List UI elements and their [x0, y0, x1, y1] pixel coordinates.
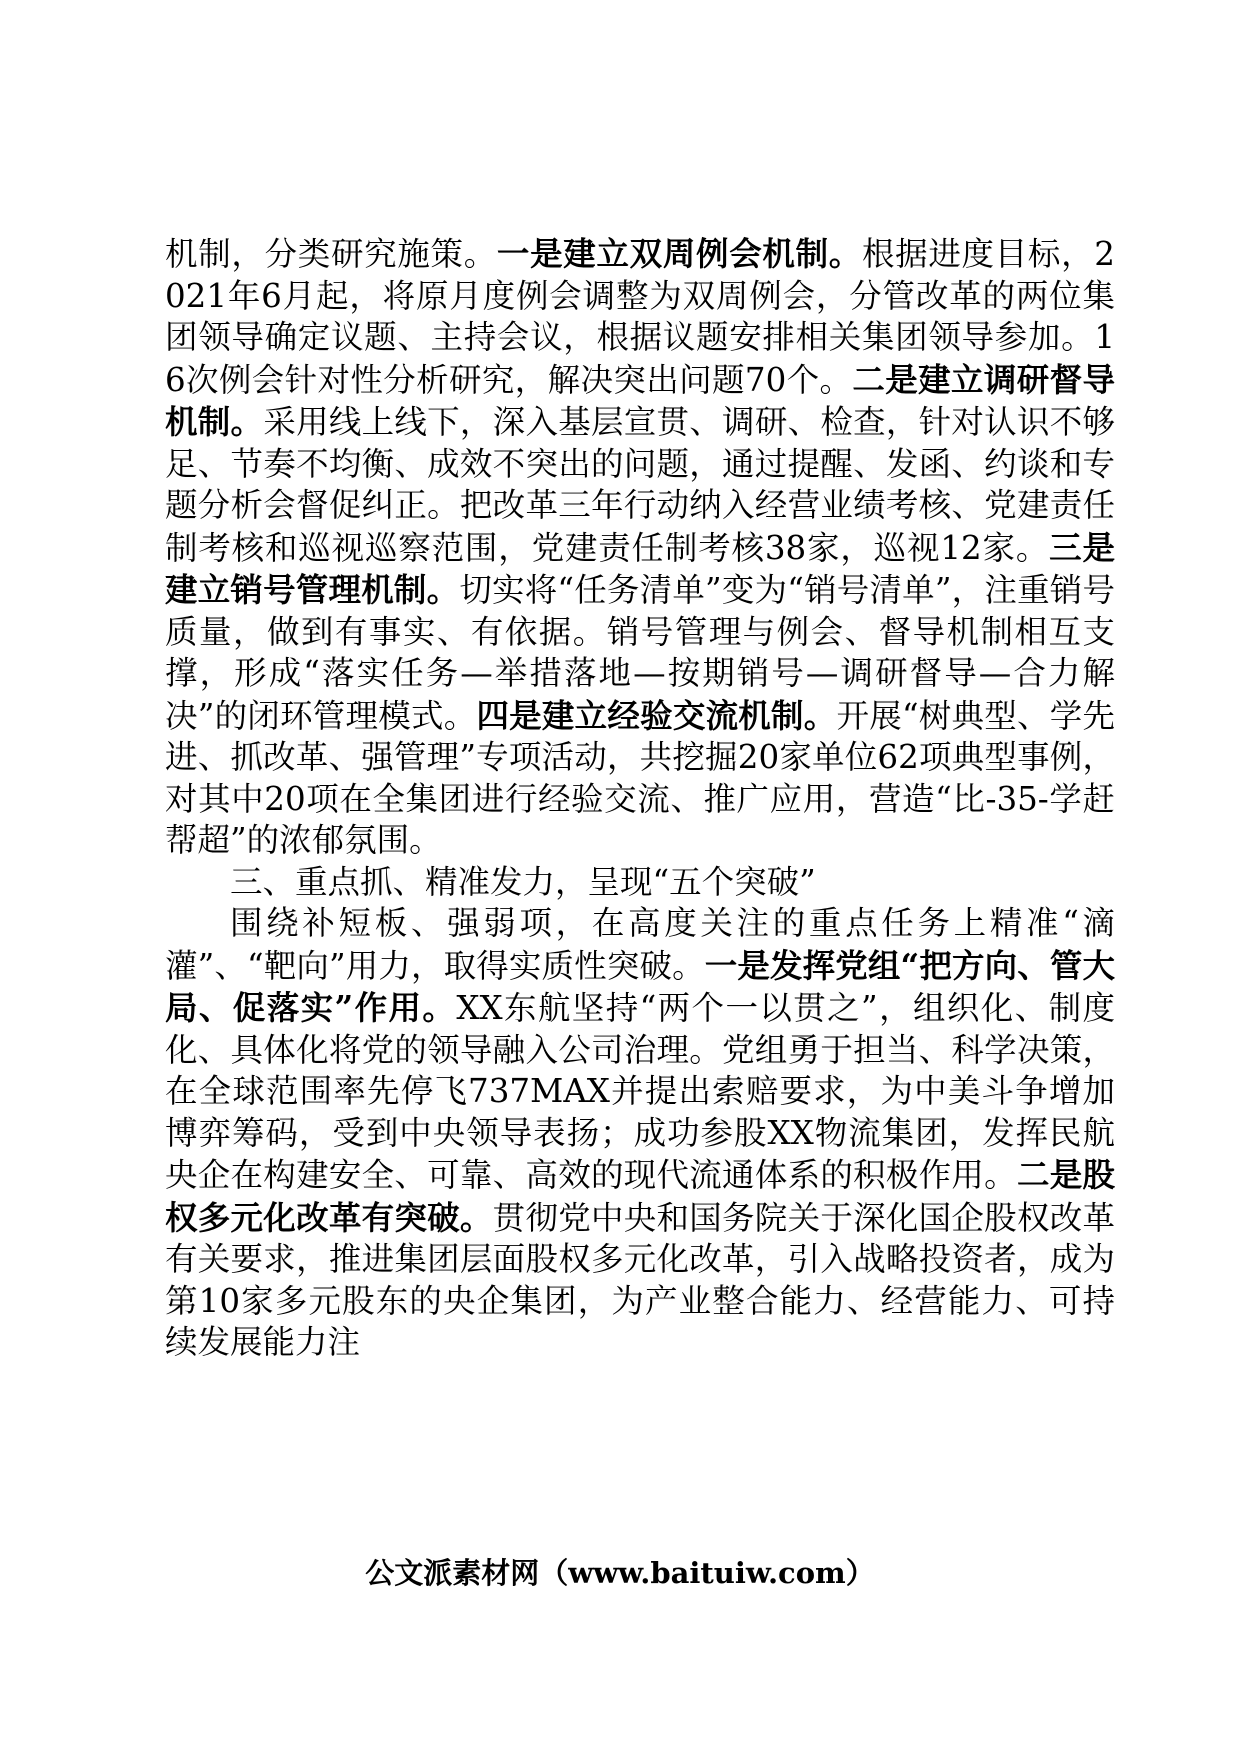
bold-heading-run: 一是建立双周例会机制。: [496, 234, 862, 273]
text-run: 采用线上线下，深入基层宣贯、调研、检查，针对认识不够足、节奏不均衡、成效不突出的问题，通过提醒、发函、约谈和专题分析会督促纠正。把改革三年行动纳入经营业绩考核、党建责任制考核和巡视巡察范围，党建责任制考核38家，巡视12家。: [165, 403, 1115, 567]
text-run: 贯彻党中央和国务院关于深化国企股权改革有关要求，推进集团层面股权多元化改革，引入战略投资者，成为第10家多元股东的央企集团，为产业整合能力、经营能力、可持续发展能力注: [165, 1198, 1115, 1361]
bold-heading-run: 四是建立经验交流机制。: [476, 695, 837, 735]
text-run: 机制，分类研究施策。: [165, 235, 497, 273]
bold-heading-run: 二是股权多元化改革有突破。: [165, 1155, 1115, 1237]
section-heading-3: 三、重点抓、精准发力，呈现“五个突破”: [230, 862, 816, 901]
document-body: [165, 233, 1115, 1364]
page-footer-watermark: 公文派素材网（www.baituiw.com）: [365, 1556, 875, 1590]
bold-heading-run: 二是建立调研督导机制。: [165, 359, 1115, 441]
text-run: 开展“树典型、学先进、抓改革、强管理”专项活动，共挖掘20家单位62项典型事例，对其中20项在全集团进行经验交流、推广应用，营造“比-35-学赶帮超”的浓郁氛围。: [165, 696, 1115, 859]
text-run: 切实将“任务清单”变为“销号清单”，注重销号质量，做到有事实、有依据。销号管理与例会、督导机制相互支撑，形成“落实任务—举措落地—按期销号—调研督导—合力解决”的闭环管理模式。: [165, 571, 1115, 735]
text-run: 根据进度目标，2021年6月起，将原月度例会调整为双周例会，分管改革的两位集团领导确定议题、主持会议，根据议题安排相关集团领导参加。16次例会针对性分析研究，解决突出问题70个。: [165, 235, 1115, 399]
bold-heading-run: 一是发挥党组“把方向、管大局、促落实”作用。: [165, 945, 1115, 1027]
text-run: 围绕补短板、强弱项，在高度关注的重点任务上精准“滴灌”、“靶向”用力，取得实质性突破。: [165, 904, 1115, 985]
body-paragraph-1: [165, 233, 1115, 862]
text-run: XX东航坚持“两个一以贯之”，组织化、制度化、具体化将党的领导融入公司治理。党组勇于担当、科学决策，在全球范围率先停飞737MAX并提出索赔要求，为中美斗争增加博弈筹码，受到中央领导表扬；成功参股XX物流集团，发挥民航央企在构建安全、可靠、高效的现代流通体系的积极作用。: [165, 989, 1115, 1194]
body-paragraph-2: [165, 903, 1115, 1364]
bold-heading-run: 三是建立销号管理机制。: [165, 527, 1115, 609]
